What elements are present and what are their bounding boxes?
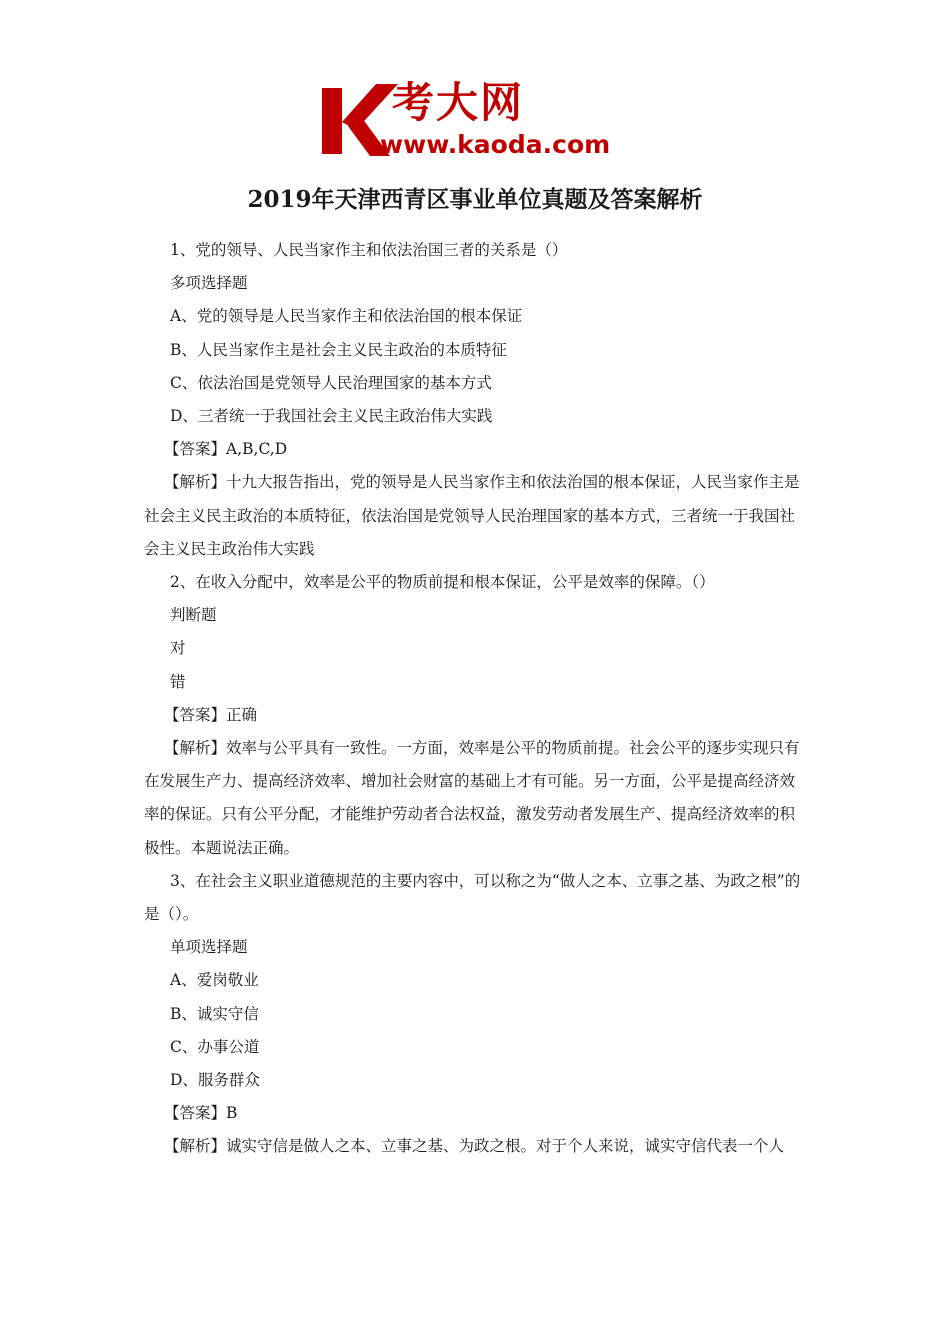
kaoda-logo[interactable] [318,78,638,162]
question-1-option-a: A、党的领导是人民当家作主和依法治国的根本保证 [170,307,523,326]
question-3-analysis [144,1130,808,1163]
logo-chinese-text: 考大网 [392,78,525,127]
question-3-option-a: A、爱岗敬业 [170,971,259,990]
question-3-option-d: D、服务群众 [170,1071,260,1090]
answer-label: 【答案】 [164,705,227,724]
document-title: 2019年天津西青区事业单位真题及答案解析 [247,186,703,213]
analysis-label: 【解析】 [164,739,227,758]
question-2-answer [144,699,808,732]
analysis-text: 十九大报告指出，党的领导是人民当家作主和依法治国的根本保证，人民当家作主是社会主义民主政治的本质特征，依法治国是党领导人民治理国家的基本方式，三者统一于我国社会主义民主政治伟大实践 [144,473,800,558]
question-3-option-b: B、诚实守信 [170,1004,259,1023]
question-2-option-false: 错 [170,672,186,691]
answer-value: B [226,1104,238,1123]
question-3-type: 单项选择题 [170,938,248,957]
question-1-option-d: D、三者统一于我国社会主义民主政治伟大实践 [170,407,493,426]
analysis-label: 【解析】 [164,1137,227,1156]
analysis-text: 效率与公平具有一致性。一方面，效率是公平的物质前提。社会公平的逐步实现只有在发展生产力、提高经济效率、增加社会财富的基础上才有可能。另一方面，公平是提高经济效率的保证。只有公平分配，才能维护劳动者合法权益，激发劳动者发展生产、提高经济效率的积极性。本题说法正确。 [144,739,800,857]
question-1-option-c: C、依法治国是党领导人民治理国家的基本方式 [170,373,492,392]
answer-value: A,B,C,D [226,440,288,459]
question-1-type: 多项选择题 [170,274,248,293]
question-1-answer [144,433,808,466]
question-3-answer [144,1097,808,1130]
document-body [144,234,808,1164]
question-2-type: 判断题 [170,606,217,625]
question-1-stem: 1、党的领导、人民当家作主和依法治国三者的关系是（） [170,241,568,259]
question-2-analysis [144,732,808,865]
question-2-stem: 2、在收入分配中，效率是公平的物质前提和根本保证，公平是效率的保障。（） [170,573,715,592]
logo-url-text: www.kaoda.com [380,130,611,159]
question-2-option-true: 对 [170,639,186,658]
analysis-text: 诚实守信是做人之本、立事之基、为政之根。对于个人来说，诚实守信代表一个人 [226,1137,785,1156]
answer-label: 【答案】 [164,1104,227,1123]
question-1-option-b: B、人民当家作主是社会主义民主政治的本质特征 [170,340,507,359]
answer-label: 【答案】 [164,440,227,459]
question-1-analysis [144,466,808,566]
question-3-option-c: C、办事公道 [170,1037,260,1056]
question-3-stem: 3、在社会主义职业道德规范的主要内容中，可以称之为“做人之本、立事之基、为政之根”的是（）。 [144,871,801,924]
analysis-label: 【解析】 [164,473,227,492]
answer-value: 正确 [226,705,258,724]
